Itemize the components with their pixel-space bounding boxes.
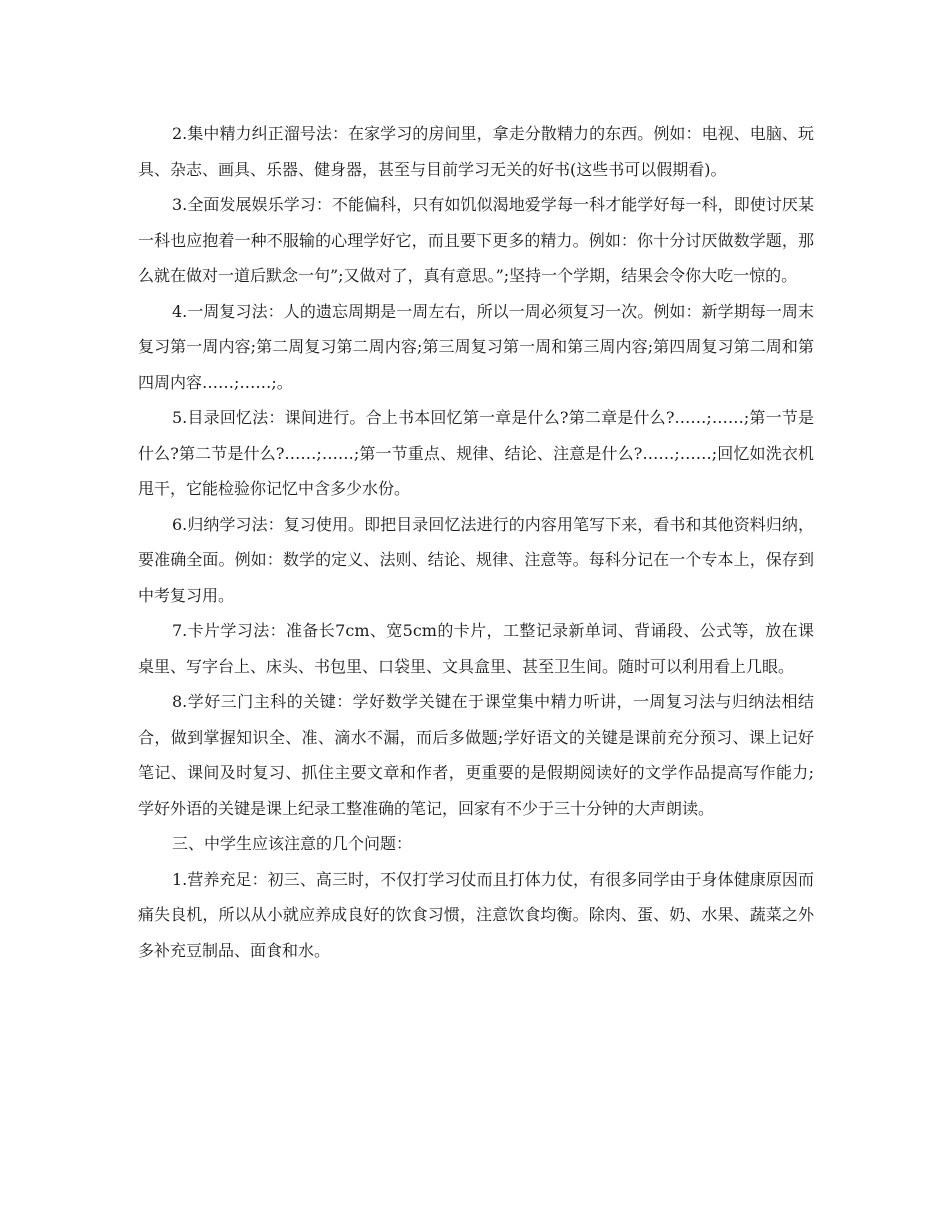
paragraph-method-4: 4.一周复习法：人的遗忘周期是一周左右，所以一周必须复习一次。例如：新学期每一周末复习第一周内容;第二周复习第二周内容;第三周复习第一周和第三周内容;第四周复习第二周和第四周内容……;……;。 [138, 301, 814, 392]
paragraph-method-8: 8.学好三门主科的关键：学好数学关键在于课堂集中精力听讲，一周复习法与归纳法相结合，做到掌握知识全、准、滴水不漏，而后多做题;学好语文的关键是课前充分预习、课上记好笔记、课间及时复习、抓住主要文章和作者，更重要的是假期阅读好的文学作品提高写作能力;学好外语的关键是课上纪录工整准确的笔记，回家有不少于三十分钟的大声朗读。 [138, 692, 814, 818]
paragraph-method-7: 7.卡片学习法：准备长7cm、宽5cm的卡片，工整记录新单词、背诵段、公式等，放在课桌里、写字台上、床头、书包里、口袋里、文具盒里、甚至卫生间。随时可以利用看上几眼。 [138, 621, 814, 676]
paragraph-method-6: 6.归纳学习法：复习使用。即把目录回忆法进行的内容用笔写下来，看书和其他资料归纳，要准确全面。例如：数学的定义、法则、结论、规律、注意等。每科分记在一个专本上，保存到中考复习用。 [138, 514, 814, 605]
document-body [138, 116, 814, 968]
paragraph-method-3: 3.全面发展娱乐学习：不能偏科，只有如饥似渴地爱学每一科才能学好每一科，即使讨厌某一科也应抱着一种不服输的心理学好它，而且要下更多的精力。例如：你十分讨厌做数学题，那么就在做对一道后默念一句”;又做对了，真有意思。”;坚持一个学期，结果会令你大吃一惊的。 [138, 195, 814, 285]
paragraph-method-5: 5.目录回忆法：课间进行。合上书本回忆第一章是什么?第二章是什么?……;……;第一节是什么?第二节是什么?……;……;第一节重点、规律、结论、注意是什么?……;……;回忆如洗衣机甩干，它能检验你记忆中含多少水份。 [138, 408, 814, 498]
paragraph-issue-1: 1.营养充足：初三、高三时，不仅打学习仗而且打体力仗，有很多同学由于身体健康原因而痛失良机，所以从小就应养成良好的饮食习惯，注意饮食均衡。除肉、蛋、奶、水果、蔬菜之外多补充豆制品、面食和水。 [138, 869, 814, 960]
paragraph-method-2: 2.集中精力纠正溜号法：在家学习的房间里，拿走分散精力的东西。例如：电视、电脑、玩具、杂志、画具、乐器、健身器，甚至与目前学习无关的好书(这些书可以假期看)。 [138, 124, 814, 179]
section-heading-3: 三、中学生应该注意的几个问题： [172, 834, 413, 853]
